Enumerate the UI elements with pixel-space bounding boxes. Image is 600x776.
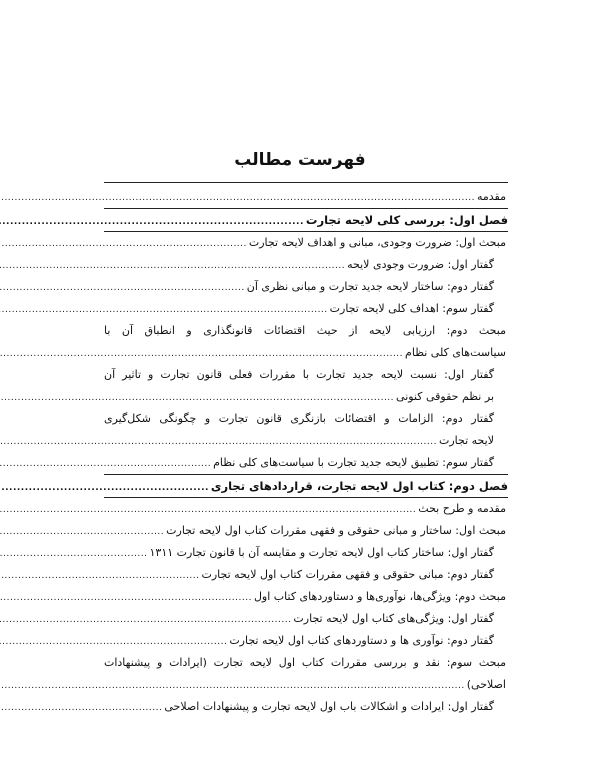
toc-entry <box>104 608 508 630</box>
dot-leader <box>0 565 199 587</box>
toc-entry-text: گفتار سوم: تطبیق لایحه جدید تجارت با سیاست‌های کلی نظام <box>213 456 494 469</box>
toc-entry-text: گفتار دوم: مبانی حقوقی و فقهی مقررات کتاب اول لایحه تجارت <box>201 568 494 581</box>
dot-leader <box>0 631 227 653</box>
toc-entry <box>104 674 508 696</box>
dot-leader <box>0 499 416 521</box>
toc-entry <box>104 630 508 652</box>
toc-entry <box>104 342 508 364</box>
dot-leader <box>0 697 162 719</box>
toc-entry-text: مبحث دوم: ارزیابی لایحه از حیث اقتضائات قانونگذاری و انطباق آن با <box>104 324 506 337</box>
toc-entry-text: مبحث اول: ساختار و مبانی حقوقی و فقهی مقررات کتاب اول لایحه تجارت <box>166 524 506 537</box>
toc-entry <box>104 520 508 542</box>
toc-entry <box>104 696 508 718</box>
toc-entry-text: گفتار دوم: الزامات و اقتضائات بازنگری قانون تجارت و چگونگی شکل‌گیری <box>104 412 494 425</box>
dot-leader <box>0 453 211 475</box>
toc-entry <box>104 364 508 386</box>
dot-leader <box>0 343 403 365</box>
toc-entry <box>104 320 508 342</box>
dot-leader <box>0 233 247 255</box>
toc-entry-text: گفتار دوم: ساختار لایحه جدید تجارت و مبانی نظری آن <box>246 280 494 293</box>
toc-entry <box>104 430 508 452</box>
dot-leader <box>0 187 475 209</box>
toc-entry <box>104 232 508 254</box>
toc-entry-text: گفتار دوم: نوآوری ها و دستاوردهای کتاب اول لایحه تجارت <box>229 634 494 647</box>
toc-entry-text: مبحث دوم: ویژگی‌ها، نوآوری‌ها و دستاوردهای کتاب اول <box>253 590 506 603</box>
page-title: فهرست مطالب <box>234 150 366 170</box>
toc-entry <box>104 652 508 674</box>
dot-leader <box>0 299 328 321</box>
toc-entry <box>104 186 508 208</box>
toc-entry <box>104 542 508 564</box>
toc-entry-text: اصلاحی) <box>466 678 506 691</box>
dot-leader <box>0 609 291 631</box>
toc-entry-text: مقدمه <box>476 190 506 203</box>
toc-entry-text: گفتار اول: ساختار کتاب اول لایحه تجارت و مقایسه آن با قانون تجارت ۱۳۱۱ <box>149 546 494 559</box>
toc-entry-text: گفتار اول: ایرادات و اشکالات باب اول لایحه تجارت و پیشنهادات اصلاحی <box>164 700 494 713</box>
dot-leader <box>0 521 164 543</box>
toc-entry-text: مبحث اول: ضرورت وجودی، مبانی و اهداف لایحه تجارت <box>248 236 506 249</box>
dot-leader <box>0 543 148 565</box>
dot-leader <box>0 211 304 233</box>
toc-entry <box>104 586 508 608</box>
toc-entry <box>104 408 508 430</box>
toc-entry-text: گفتار اول: ویژگی‌های کتاب اول لایحه تجارت <box>293 612 494 625</box>
toc-entry-text: سیاست‌های کلی نظام <box>405 346 506 359</box>
toc-entry <box>104 254 508 276</box>
toc-entry-text: لایحه تجارت <box>438 434 494 447</box>
toc-entry-text: بر نظم حقوقی کنونی <box>396 390 494 403</box>
toc-entry <box>104 498 508 520</box>
toc-entry <box>104 452 508 474</box>
dot-leader <box>0 387 394 409</box>
toc-chapter-entry <box>104 208 508 232</box>
dot-leader <box>0 587 252 609</box>
table-of-contents <box>104 186 508 718</box>
dot-leader <box>0 255 345 277</box>
toc-entry-text: مبحث سوم: نقد و بررسی مقررات کتاب اول لایحه تجارت (ایرادات و پیشنهادات <box>104 656 506 669</box>
toc-entry-text: گفتار اول: ضرورت وجودی لایحه <box>347 258 494 271</box>
toc-entry <box>104 564 508 586</box>
toc-entry-text: فصل دوم: کتاب اول لایحه تجارت، قراردادهای تجاری <box>210 479 508 493</box>
toc-chapter-entry <box>104 474 508 498</box>
toc-entry-text: گفتار سوم: اهداف کلی لایحه تجارت <box>329 302 494 315</box>
toc-entry-text: مقدمه و طرح بحث <box>418 502 506 515</box>
toc-entry-text: گفتار اول: نسبت لایحه جدید تجارت با مقررات فعلی قانون تجارت و تاثیر آن <box>104 368 494 381</box>
dot-leader <box>0 431 437 453</box>
dot-leader <box>0 477 209 499</box>
toc-entry <box>104 276 508 298</box>
dot-leader <box>0 675 465 697</box>
toc-entry-text: فصل اول: بررسی کلی لایحه تجارت <box>305 213 508 227</box>
toc-entry <box>104 298 508 320</box>
dot-leader <box>0 277 245 299</box>
toc-entry <box>104 386 508 408</box>
title-divider <box>104 182 508 183</box>
